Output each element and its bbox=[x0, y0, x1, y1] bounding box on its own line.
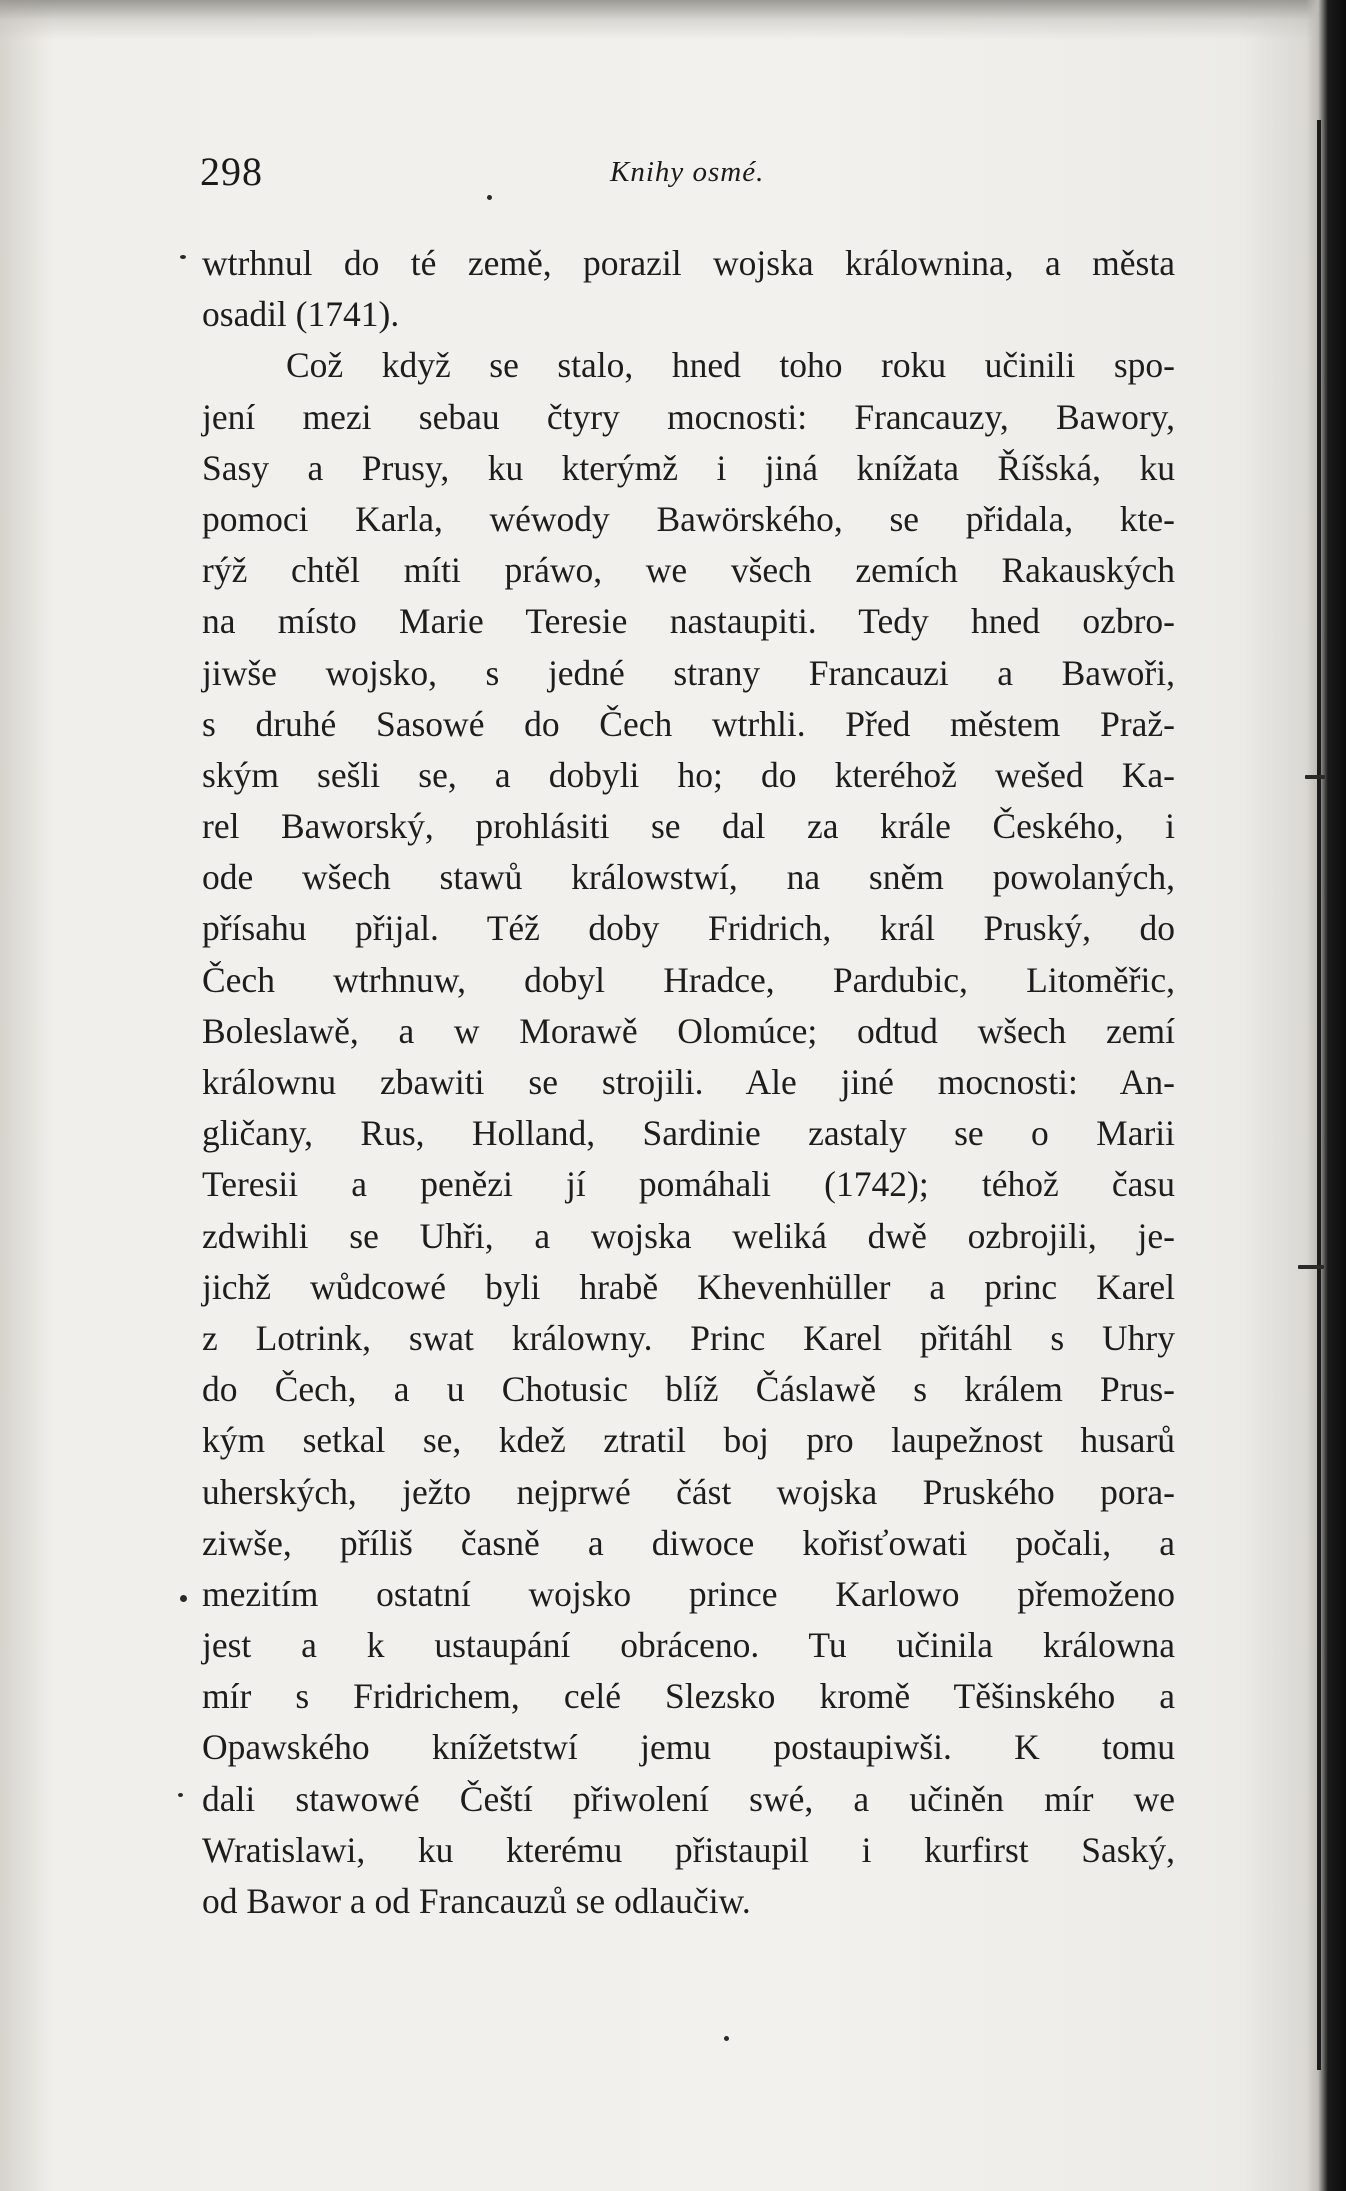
text-line: jest a k ustaupání obráceno. Tu učinila králowna bbox=[202, 1625, 1175, 1666]
text-line: osadil (1741). bbox=[202, 294, 400, 335]
scan-speck bbox=[1298, 1265, 1324, 1269]
text-line: jení mezi sebau čtyry mocnosti: Francauzy, Bawory, bbox=[202, 396, 1175, 437]
body-text bbox=[202, 238, 1175, 1927]
text-line: Wratislawi, ku kterému přistaupil i kurfirst Saský, bbox=[202, 1829, 1175, 1870]
scan-speck bbox=[178, 1793, 183, 1797]
text-line: dali stawowé Čeští přiwolení swé, a učiněn mír we bbox=[202, 1778, 1175, 1819]
page-header bbox=[200, 148, 1160, 198]
text-line: pomoci Karla, wéwody Bawörského, se přidala, kte- bbox=[202, 498, 1175, 539]
text-line: Sasy a Prusy, ku kterýmž i jiná knížata Říšská, ku bbox=[202, 447, 1175, 488]
page-number: 298 bbox=[200, 149, 263, 194]
text-line: kým setkal se, kdež ztratil boj pro laupežnost husarů bbox=[202, 1420, 1175, 1461]
scan-speck bbox=[724, 2036, 729, 2041]
text-line: zdwihli se Uhři, a wojska weliká dwě ozbrojili, je- bbox=[202, 1215, 1175, 1256]
text-line: Boleslawě, a w Morawě Olomúce; odtud wšech zemí bbox=[202, 1010, 1175, 1051]
text-line: do Čech, a u Chotusic blíž Čáslawě s králem Prus- bbox=[202, 1369, 1175, 1410]
running-head: Knihy osmé. bbox=[610, 156, 765, 188]
page-edge-line bbox=[1317, 120, 1321, 2070]
text-line: jiwše wojsko, s jedné strany Francauzi a Bawoři, bbox=[202, 652, 1175, 693]
text-line: rel Baworský, prohlásiti se dal za krále Českého, i bbox=[202, 806, 1175, 847]
text-line: ode wšech stawů králowstwí, na sněm powolaných, bbox=[202, 857, 1175, 898]
scan-speck bbox=[180, 1595, 187, 1602]
scan-right-edge bbox=[1306, 0, 1346, 2191]
text-line: králownu zbawiti se strojili. Ale jiné mocnosti: An- bbox=[202, 1062, 1175, 1102]
text-line: Což když se stalo, hned toho roku učinili spo- bbox=[286, 345, 1175, 386]
text-line: ziwše, příliš časně a diwoce kořisťowati počali, a bbox=[202, 1522, 1175, 1563]
text-line: gličany, Rus, Holland, Sardinie zastaly se o Marii bbox=[202, 1113, 1175, 1154]
text-line: uherských, ježto nejprwé část wojska Pruského pora- bbox=[202, 1471, 1175, 1512]
scan-speck bbox=[1305, 775, 1325, 779]
text-line: na místo Marie Teresie nastaupiti. Tedy hned ozbro- bbox=[202, 601, 1175, 642]
text-line: mír s Fridrichem, celé Slezsko kromě Těšinského a bbox=[202, 1676, 1175, 1717]
text-line: z Lotrink, swat králowny. Princ Karel přitáhl s Uhry bbox=[202, 1317, 1175, 1358]
text-line: přísahu přijal. Též doby Fridrich, král Pruský, do bbox=[202, 908, 1175, 949]
text-line: wtrhnul do té země, porazil wojska králownina, a města bbox=[202, 243, 1175, 283]
text-line: ským sešli se, a dobyli ho; do kteréhož wešed Ka- bbox=[202, 754, 1175, 795]
text-line: rýž chtěl míti práwo, we všech zemích Rakauských bbox=[202, 550, 1175, 591]
text-line: mezitím ostatní wojsko prince Karlowo přemoženo bbox=[202, 1573, 1175, 1614]
scan-top-shadow bbox=[0, 0, 1346, 40]
text-line: Čech wtrhnuw, dobyl Hradce, Pardubic, Litoměřic, bbox=[202, 959, 1175, 1000]
text-line: Teresii a penězi jí pomáhali (1742); téhož času bbox=[202, 1164, 1175, 1205]
text-line: od Bawor a od Francauzů se odlaučiw. bbox=[202, 1881, 751, 1921]
scan-speck bbox=[180, 255, 186, 259]
text-line: Opawského knížetstwí jemu postaupiwši. K tomu bbox=[202, 1727, 1175, 1768]
text-line: jichž wůdcowé byli hrabě Khevenhüller a princ Karel bbox=[202, 1266, 1175, 1307]
text-line: s druhé Sasowé do Čech wtrhli. Před městem Praž- bbox=[202, 703, 1175, 744]
